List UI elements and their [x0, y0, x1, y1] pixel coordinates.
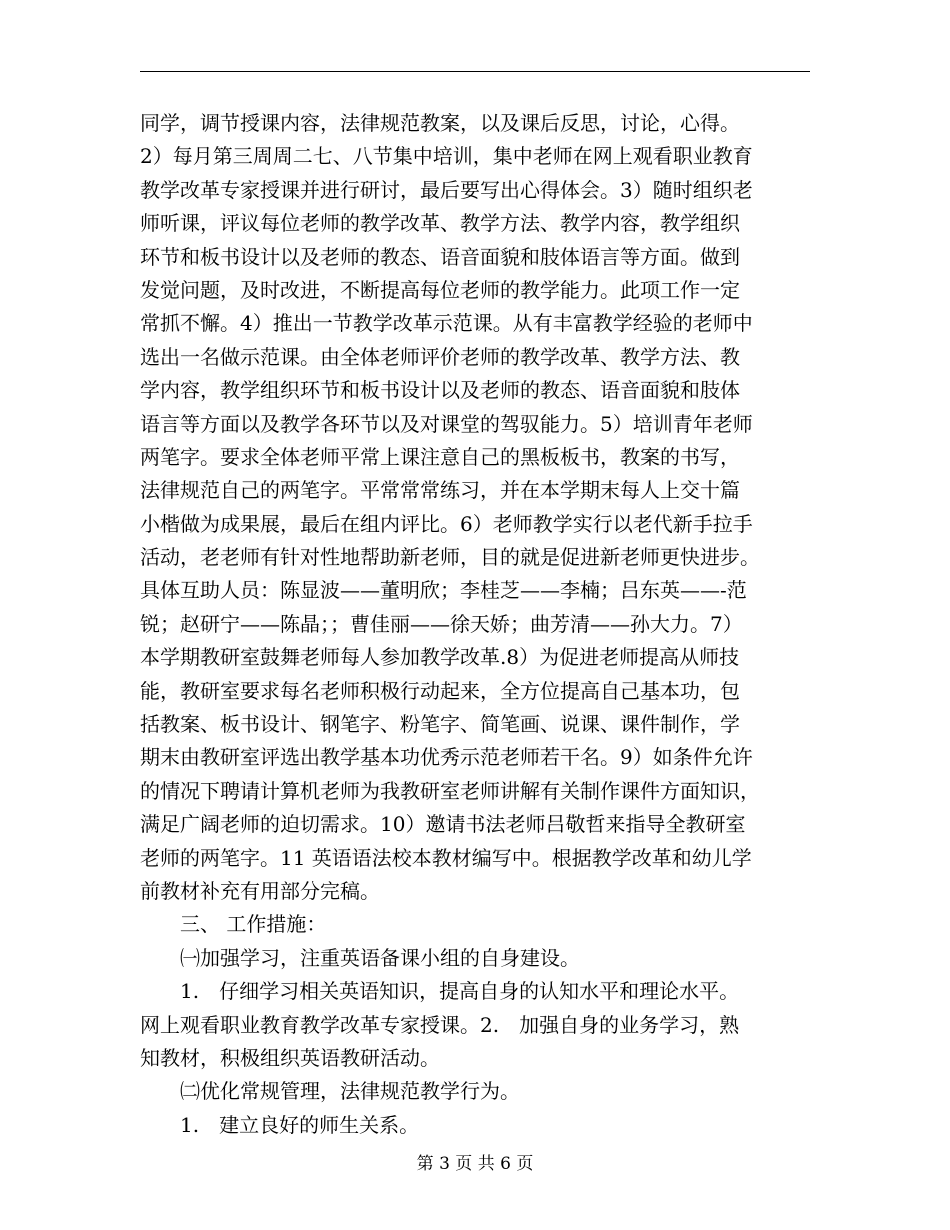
- subsection-heading: ㈠加强学习，注重英语备课小组的自身建设。: [180, 945, 580, 970]
- text-line: 的情况下聘请计算机老师为我教研室老师讲解有关制作课件方面知识，: [140, 778, 760, 803]
- text-line: 具体互助人员：陈显波——董明欣；李桂芝——李楠；吕东英——-范: [140, 578, 747, 603]
- text-line: 教学改革专家授课并进行研讨，最后要写出心得体会。3）随时组织老: [140, 177, 753, 202]
- text-line: 小楷做为成果展，最后在组内评比。6）老师教学实行以老代新手拉手: [140, 511, 753, 536]
- text-line: 语言等方面以及教学各环节以及对课堂的驾驭能力。5）培训青年老师: [140, 411, 753, 436]
- text-line: 知教材，积极组织英语教研活动。: [140, 1045, 440, 1070]
- text-line: 本学期教研室鼓舞老师每人参加教学改革.8）为促进老师提高从师技: [140, 645, 740, 670]
- text-line: 选出一名做示范课。由全体老师评价老师的教学改革、教学方法、教: [140, 344, 740, 369]
- text-line: 括教案、板书设计、钢笔字、粉笔字、简笔画、说课、课件制作，学: [140, 712, 740, 737]
- text-line: 环节和板书设计以及老师的教态、语音面貌和肢体语言等方面。做到: [140, 244, 740, 269]
- text-line: 期末由教研室评选出教学基本功优秀示范老师若干名。9）如条件允许: [140, 745, 753, 770]
- section-heading: 三、 工作措施：: [180, 912, 327, 937]
- list-item: 1. 仔细学习相关英语知识，提高自身的认知水平和理论水平。: [180, 979, 740, 1004]
- text-line: 活动，老老师有针对性地帮助新老师，目的就是促进新老师更快进步。: [140, 545, 760, 570]
- text-line: 2）每月第三周周二七、八节集中培训，集中老师在网上观看职业教育: [140, 144, 753, 169]
- text-line: 法律规范自己的两笔字。平常常常练习，并在本学期末每人上交十篇: [140, 478, 740, 503]
- text-line: 网上观看职业教育教学改革专家授课。2. 加强自身的业务学习，熟: [140, 1012, 740, 1037]
- subsection-heading: ㈡优化常规管理，法律规范教学行为。: [180, 1079, 520, 1104]
- list-item: 1. 建立良好的师生关系。: [180, 1112, 420, 1137]
- document-body: [140, 107, 810, 1142]
- text-line: 同学，调节授课内容，法律规范教案，以及课后反思，讨论，心得。: [140, 111, 740, 135]
- text-line: 常抓不懈。4）推出一节教学改革示范课。从有丰富教学经验的老师中: [140, 311, 753, 336]
- text-line: 前教材补充有用部分完稿。: [140, 878, 380, 903]
- text-line: 能，教研室要求每名老师积极行动起来，全方位提高自己基本功，包: [140, 678, 740, 703]
- text-line: 锐；赵研宁——陈晶；；曹佳丽——徐天娇；曲芳清——孙大力。7）: [140, 611, 743, 636]
- text-line: 发觉问题，及时改进，不断提高每位老师的教学能力。此项工作一定: [140, 277, 740, 302]
- page-number: 第 3 页 共 6 页: [416, 1154, 534, 1174]
- text-line: 满足广阔老师的迫切需求。10）邀请书法老师吕敬哲来指导全教研室: [140, 812, 746, 837]
- text-line: 师听课，评议每位老师的教学改革、教学方法、教学内容，教学组织: [140, 211, 740, 236]
- text-line: 两笔字。要求全体老师平常上课注意自己的黑板板书，教案的书写，: [140, 444, 740, 469]
- text-line: 老师的两笔字。11 英语语法校本教材编写中。根据教学改革和幼儿学: [140, 845, 752, 870]
- text-line: 学内容，教学组织环节和板书设计以及老师的教态、语音面貌和肢体: [140, 378, 740, 403]
- header-rule: [140, 71, 810, 72]
